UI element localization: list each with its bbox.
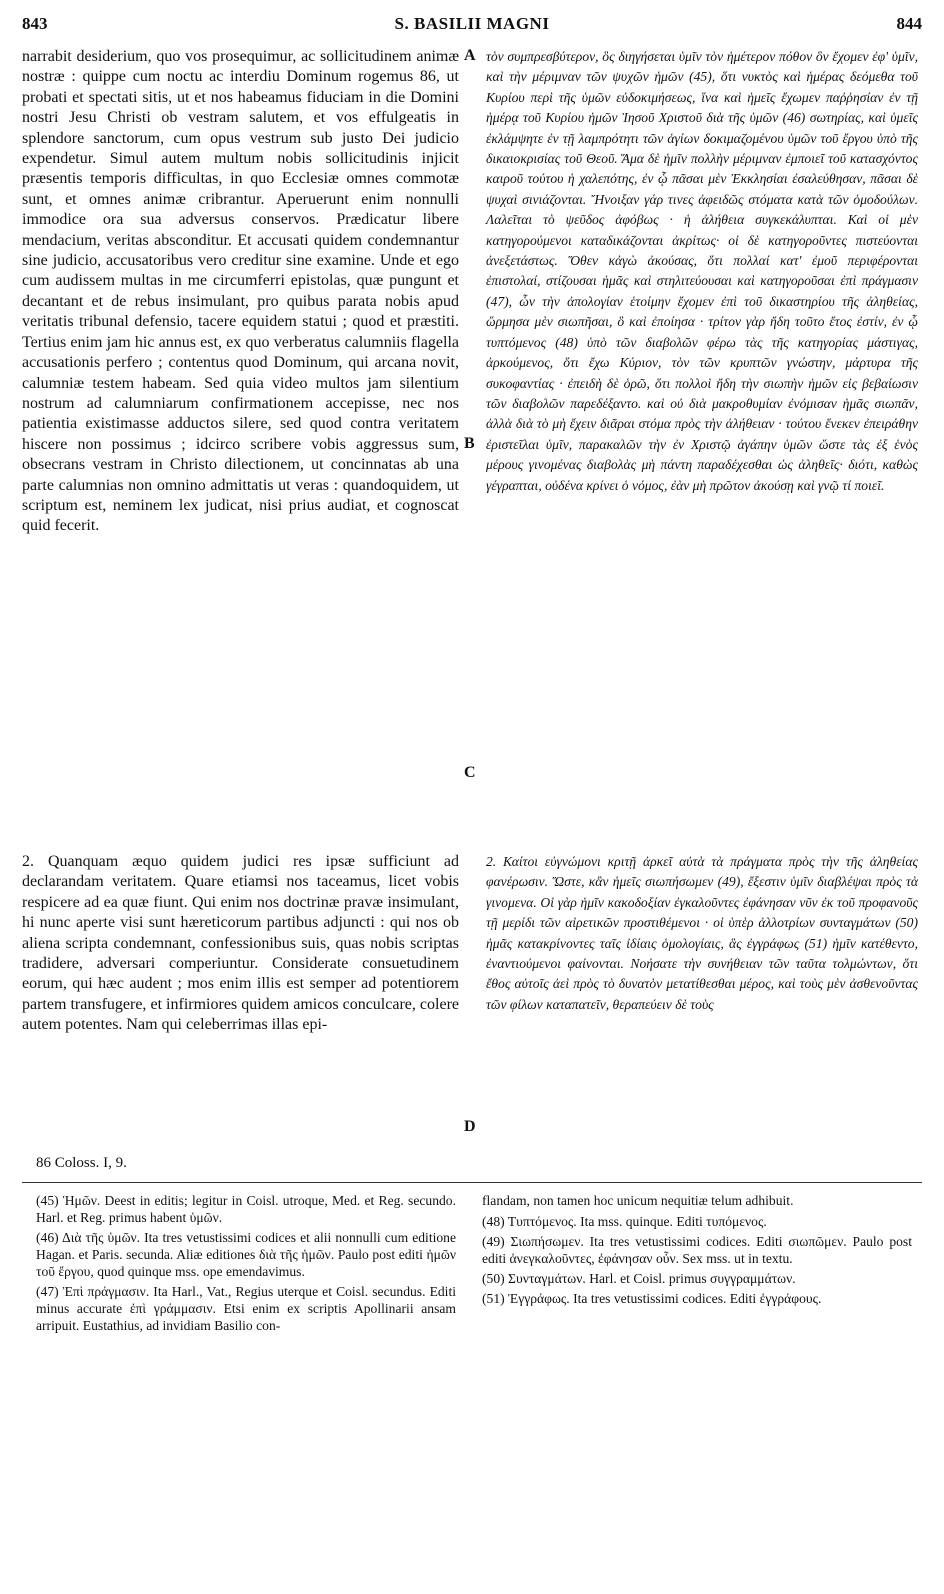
footnote: (46) Διὰ τῆς ὑμῶν. Ita tres vetustissimi codices et alii nonnulli cum editione Hagan. et Paris. secunda. Aliæ editiones διὰ τῆς ἡμῶν. Paulo post editi ἡμῶν τοῦ ἔργου, quod quinque mss. ope emendavimus. — [36, 1230, 456, 1279]
greek-paragraph-1: τὸν συμπρεσβύτερον, ὃς διηγήσεται ὑμῖν τὸν ἡμέτερον πόθον ὃν ἔχομεν ἐφ' ὑμῖν, καὶ τὴν μέριμναν τῶν ψυχῶν ἡμῶν (45), ὅτι νυκτὸς καὶ ἡμέρας δεόμεθα τοῦ Κυρίου περὶ τῆς ὑμῶν εὐδοκιμήσεως, ἵνα καὶ ἡμεῖς ἔχωμεν παῤῥησίαν ἐν τῇ ἡμέρᾳ τοῦ Κυρίου ἡμῶν Ἰησοῦ Χριστοῦ διὰ τῆς ὑμῶν (46) σωτηρίας, καὶ ὑμεῖς ἐκλάμψητε ἐν τῇ λαμπρότητι τῶν ἁγίων δοκιμαζομένου ὑμῶν τοῦ ἔργου ὑπὸ τῆς δικαιοκρισίας τοῦ Θεοῦ. Ἅμα δὲ ἡμῖν πολλὴν μέριμναν ἐμποιεῖ τοῦ κατασχόντος καιροῦ τούτου ἡ χαλεπότης, ἐν ᾧ πᾶσαι μὲν Ἐκκλησίαι ἐσαλεύθησαν, πᾶσαι δὲ ψυχαὶ σινιάζονται. Ἤνοιξαν γάρ τινες ἀφειδῶς στόματα κατὰ τῶν ὁμοδούλων. Λαλεῖται τὸ ψεῦδος ἀφόβως · ἡ ἀλήθεια συγκεκάλυπται. Καὶ οἱ μὲν κατηγορούμενοι καταδικάζονται ἀκρίτως· οἱ δὲ κατηγοροῦντες πιστεύονται ἀνεξετάστως. Ὅθεν κἀγὼ ἀκούσας, ὅτι πολλαί κατ' ἐμοῦ περιφέρονται ἐπιστολαί, στίζουσαι ἡμᾶς καὶ στηλιτεύουσαι καὶ κατηγοροῦσαι ἐπὶ πράγμασιν (47), ὧν τὴν ἀπολογίαν ἑτοίμην ἔχομεν ἐπὶ τοῦ δικαστηρίου τῆς ἀληθείας, ὥρμησα μὲν σιωπῆσαι, ὃ καὶ ἐποίησα · τρίτον γὰρ ἤδη τοῦτο ἔτος ἐστίν, ἐν ᾧ τυπτόμενος (48) ὑπὸ τῶν διαβολῶν φέρω τὰς τῆς κατηγορίας μάστιγας, ἀρκούμενος, ὅτι ἔχω Κύριον, τὸν τῶν κρυπτῶν γνώστην, μάρτυρα τῆς συκοφαντίας · ἐπειδὴ δὲ ὁρῶ, ὅτι πολλοὶ ἤδη τὴν σιωπὴν ἡμῶν εἰς βεβαίωσιν τῶν διαβολῶν παρεδέξαντο. καὶ οὐ διὰ μακροθυμίαν ἐνόμισαν ἡμᾶς σιωπᾶν, ἀλλὰ διὰ τὸ μὴ ἔχειν διᾶραι στόμα πρὸς τὴν ἀλήθειαν · τούτου ἕνεκεν ἐπειράθην ἐριστεῖλαι ὑμῖν, παρακαλῶν τὴν ἐν Χριστῷ ἀγάπην ὑμῶν ὥστε τὰς ἐξ ἑνὸς μέρους γινομένας διαβολὰς μὴ πάντη παραδέχεσθαι ὡς ἀληθεῖς· διότι, καθὼς γέγραπται, οὐδένα κρίνει ὁ νόμος, ἐὰν μὴ πρῶτον ἀκούσῃ καὶ γνῷ τί ποιεῖ. — [486, 49, 918, 493]
footnote: (45) Ἡμῶν. Deest in editis; legitur in Coisl. utroque, Med. et Reg. secundo. Harl. et Reg. primus habent ὑμῶν. — [36, 1193, 456, 1225]
margin-letter-b: B — [464, 435, 475, 452]
footnote-continuation: flandam, non tamen hoc unicum nequitiæ telum adhibuit. — [482, 1193, 794, 1208]
footnotes-left-column — [36, 1192, 456, 1337]
footnote: (49) Σιωπήσωμεν. Ita tres vetustissimi codices. Editi σιωπῶμεν. Paulo post editi ἀνεγκαλοῦντες, ἐφάνησαν οὖν. Sex mss. ut in textu. — [482, 1234, 912, 1266]
page-number-left: 843 — [22, 14, 48, 33]
footnote: (51) Ἐγγράφως. Ita tres vetustissimi codices. Editi ἐγγράφους. — [482, 1291, 822, 1306]
footnote: (50) Συνταγμάτων. Harl. et Coisl. primus συγγραμμάτων. — [482, 1271, 796, 1286]
footnote: (47) Ἐπὶ πράγμασιν. Ita Harl., Vat., Regius uterque et Coisl. secundus. Editi minus accurate ἐπὶ γράμμασιν. Etsi enim ex scriptis Apollinarii ansam arripuit. Eustathius, ad invidiam Basilio con- — [36, 1284, 456, 1333]
footnote: (48) Τυπτόμενος. Ita mss. quinque. Editi τυπόμενος. — [482, 1214, 767, 1229]
latin-paragraph-1: narrabit desiderium, quo vos prosequimur, ac sollicitudinem animæ nostræ : quippe cum noctu ac interdiu Dominum rogemus 86, ut probati et spectati sitis, ut et nos habeamus fiduciam in die Domini nostri Jesu Christi ob vestram salutem, et vos effulgeatis in splendore sanctorum, cum opus vestrum sub justo Dei judicio expendetur. Simul autem multum nobis sollicitudinis injicit præsentis temporis difficultas, in quo Ecclesiæ omnes commotæ sunt, et omnes animæ cribrantur. Aperuerunt enim nonnulli immodice ora sua adversus conservos. Prædicatur libere mendacium, veritas absconditur. Et accusati quidem condemnantur sine judicio, accusatoribus vero creditur sine examine. Unde et ego cum audissem multas in me circumferri epistolas, quæ pungunt et decantant et de rebus insimulant, pro quibus parata nobis apud veritatis tribunal defensio, tacere equidem statui ; quod et præstiti. Tertius enim jam hic annus est, ex quo verberatus calumniis flagella accusationis perfero ; contentus quod Dominum, qui arcana novit, calumniæ testem habeam. Sed quia video multos jam silentium nostrum ad calumniarum confirmationem accepisse, nec nos patientia existimasse adductos silere, sed quod contra veritatem hiscere non possimus ; idcirco scribere vobis aggressus sum, obsecrans vestram in Christo dilectionem, ut concinnatas ab una parte calumnias non omnino admittatis ut veras : quandoquidem, ut scriptum est, neminem lex judicat, nisi prius audiat, et cognoscat quid fecerit. — [22, 48, 459, 535]
latin-paragraph-2: 2. Quanquam æquo quidem judici res ipsæ sufficiunt ad declarandam veritatem. Quare etiamsi nos taceamus, licet vobis respicere ad ea quæ fiunt. Qui enim nos doctrinæ pravæ insimulant, hi nunc aperte visi sunt hæreticorum partibus adjuncti : qui nos ob aliena scripta condemnant, confessionibus suis, quas nobis scriptas tradidere, adversari comperiuntur. Considerate consuetudinem eorum, qui hæc audent ; mos enim illis est semper ad potentiorem partem transfugere, et infirmiores quidem amicos conculcare, colere autem potentes. Nam qui celeberrimas illas epi- — [22, 853, 459, 1034]
latin-column-section-1 — [22, 47, 459, 537]
latin-column-section-2 — [22, 852, 459, 1036]
page-number-right: 844 — [896, 14, 922, 33]
running-title: S. BASILII MAGNI — [394, 14, 550, 33]
greek-column-section-1 — [486, 47, 918, 496]
footnote-divider — [22, 1182, 922, 1183]
margin-letter-c: C — [464, 764, 476, 781]
margin-letter-d: D — [464, 1118, 476, 1135]
biblical-reference-note: 86 Coloss. I, 9. — [36, 1155, 127, 1171]
greek-column-section-2 — [486, 852, 918, 1015]
greek-paragraph-2: 2. Καίτοι εὐγνώμονι κριτῇ ἀρκεῖ αὐτὰ τὰ πράγματα πρὸς τὴν τῆς ἀληθείας φανέρωσιν. Ὥστε, κἂν ἡμεῖς σιωπήσωμεν (49), ἔξεστιν ὑμῖν διαβλέψαι πρὸς τὰ γινομενα. Οἱ γὰρ ἡμῖν κακοδοξίαν ἐγκαλοῦντες ἐφάνησαν νῦν ἐκ τοῦ προφανοῦς τῇ μερίδι τῶν αἱρετικῶν προστιθέμενοι · οἱ ὑπὲρ ἀλλοτρίων συνταγμάτων (50) ἡμᾶς κατακρίνοντες ταῖς ἰδίαις ὁμολογίαις, ἃς ἐγγράφως (51) ἡμῖν κατέθεντο, ἐναντιούμενοι φαίνονται. Νοήσατε τὴν συνήθειαν τῶν ταῦτα τολμώντων, ὅτι ἔθος αὐτοῖς ἀεὶ πρὸς τὸ δυνατὸν μετατίθεσθαι μέρος, καὶ τοὺς μὲν ἀσθενοῦντας τῶν φίλων καταπατεῖν, θεραπεύειν δὲ τοὺς — [486, 854, 918, 1012]
page-header — [22, 14, 922, 42]
margin-letter-a: A — [464, 47, 476, 64]
footnotes-right-column — [482, 1192, 912, 1310]
